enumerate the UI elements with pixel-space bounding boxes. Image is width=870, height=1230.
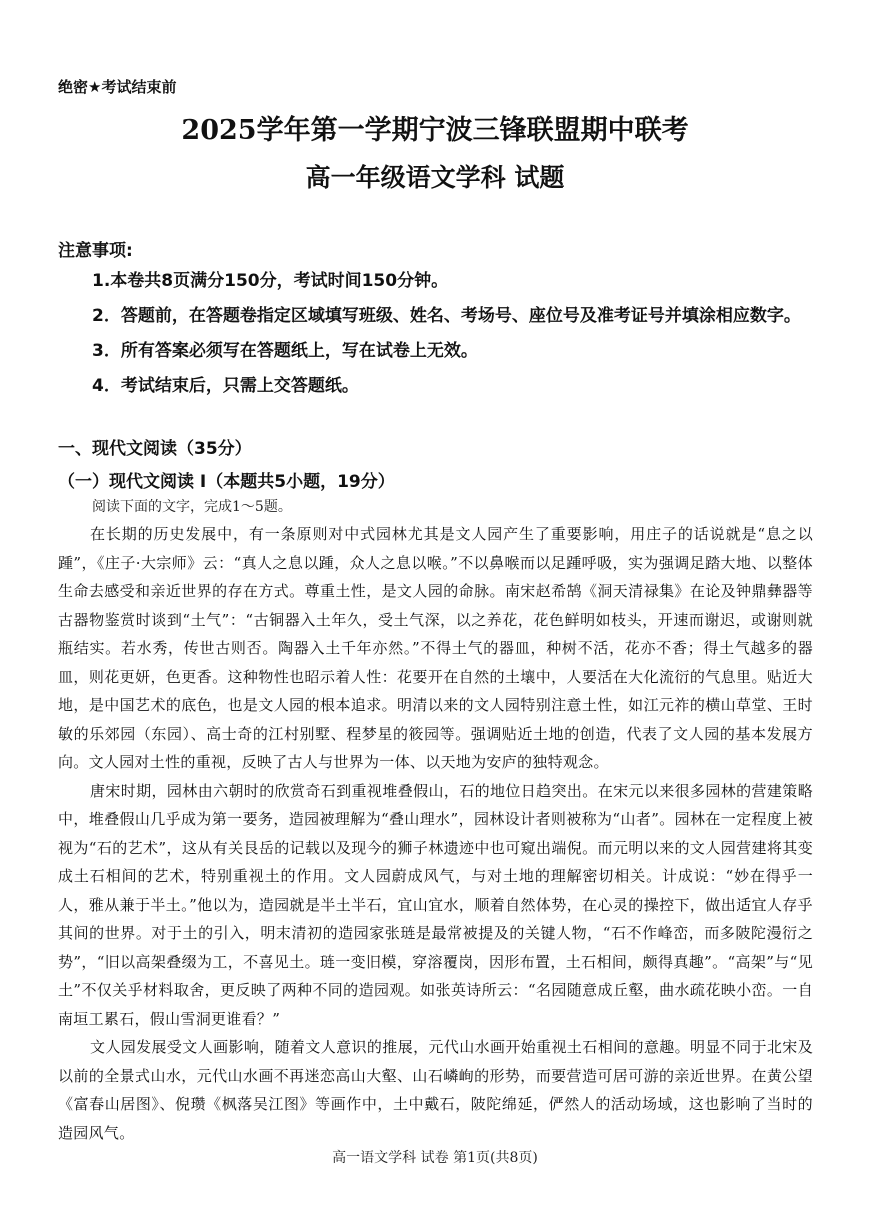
section-heading: 一、现代文阅读（35分） — [58, 439, 252, 459]
notice-heading: 注意事项: — [58, 241, 133, 261]
notice-item: 2．答题前，在答题卷指定区域填写班级、姓名、考场号、座位号及准考证号并填涂相应数字。 — [92, 306, 801, 326]
notice-item: 3．所有答案必须写在答题纸上，写在试卷上无效。 — [92, 341, 478, 361]
notice-item: 1.本卷共8页满分150分，考试时间150分钟。 — [92, 271, 449, 291]
confidential-label: 绝密★考试结束前 — [58, 78, 177, 96]
passage-paragraph: 文人园发展受文人画影响，随着文人意识的推展，元代山水画开始重视土石相间的意趣。明显不同于北宋及以前的全景式山水，元代山水画不再迷恋高山大壑、山石嶙峋的形势，而要营造可居可游的亲近世界。在黄公望《富春山居图》、倪瓒《枫落吴江图》等画作中，土中戴石，陂陀绵延，俨然人的活动场域，这也影响了当时的造园风气。 — [58, 1038, 813, 1142]
passage-paragraph: 唐宋时期，园林由六朝时的欣赏奇石到重视堆叠假山，石的地位日趋突出。在宋元以来很多园林的营建策略中，堆叠假山几乎成为第一要务，造园被理解为“叠山理水”，园林设计者则被称为“山者”。园林在一定程度上被视为“石的艺术”，这从有关艮岳的记载以及现今的狮子林遗迹中也可窥出端倪。而元明以来的文人园营建将其变成土石相间的艺术，特别重视土的作用。文人园蔚成风气，与对土地的理解密切相关。计成说：“妙在得乎一人，雅从兼于半土。”他以为，造园就是半土半石，宜山宜水，顺着自然体势，在心灵的操控下，做出适宜人存乎其间的世界。对于土的引入，明末清初的造园家张琏是最常被提及的关键人物，“石不作峰峦，而多陂陀漫衍之势”，“旧以高架叠缀为工，不喜见土。琏一变旧模，穿溶覆岗，因形布置，土石相间，颇得真趣”。“高架”与“见土”不仅关乎材料取舍，更反映了两种不同的造园观。如张英诗所云：“名园随意成丘壑，曲水疏花映小峦。一自南垣工累石，假山雪洞更谁看？” — [58, 781, 813, 1028]
notice-list — [58, 264, 813, 404]
page-footer: 高一语文学科 试卷 第1页(共8页) — [332, 1150, 538, 1166]
exam-subtitle: 高一年级语文学科 试题 — [305, 163, 565, 192]
reading-passage — [58, 520, 813, 1147]
exam-title: 2025学年第一学期宁波三锋联盟期中联考 — [181, 115, 689, 146]
reading-instruction: 阅读下面的文字，完成1～5题。 — [92, 499, 292, 515]
subsection-heading: （一）现代文阅读 I（本题共5小题，19分） — [58, 472, 395, 492]
passage-paragraph: 在长期的历史发展中，有一条原则对中式园林尤其是文人园产生了重要影响，用庄子的话说就是“息之以踵”，《庄子·大宗师》云：“真人之息以踵，众人之息以喉。”不以鼻喉而以足踵呼吸，实为强调足踏大地、以整体生命去感受和亲近世界的存在方式。尊重土性，是文人园的命脉。南宋赵希鹄《洞天清禄集》在论及钟鼎彝器等古器物鉴赏时谈到“土气”：“古铜器入土年久，受土气深，以之养花，花色鲜明如枝头，开速而谢迟，或谢则就瓶结实。若水秀，传世古则否。陶器入土千年亦然。”不得土气的器皿，种树不活，花亦不香；得土气越多的器皿，则花更妍，色更香。这种物性也昭示着人性：花要开在自然的土壤中，人要活在大化流衍的气息里。贴近大地，是中国艺术的底色，也是文人园的根本追求。明清以来的文人园特别注意土性，如江元祚的横山草堂、王时敏的乐郊园（东园）、高士奇的江村别墅、程梦星的筱园等。强调贴近土地的创造，代表了文人园的基本发展方向。文人园对土性的重视，反映了古人与世界为一体、以天地为安庐的独特观念。 — [58, 525, 813, 771]
notice-item: 4．考试结束后，只需上交答题纸。 — [92, 376, 359, 396]
